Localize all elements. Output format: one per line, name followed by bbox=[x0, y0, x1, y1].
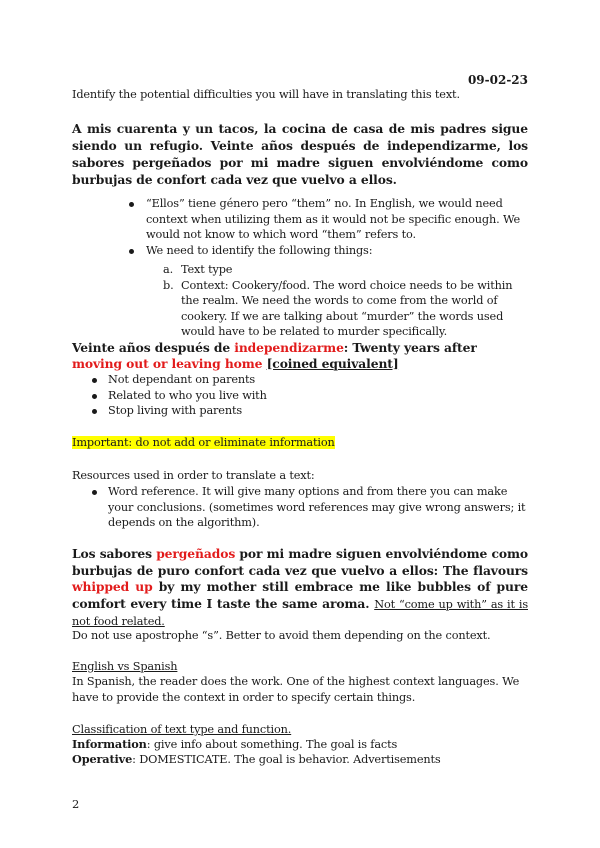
apostrophe-note: Do not use apostrophe “s”. Better to avoid them depending on the context. bbox=[72, 629, 491, 642]
bullet-icon bbox=[129, 249, 134, 254]
section-heading-independizarme: Veinte años después de independizarme: Twenty years after moving out or leaving home [coined equivalent] bbox=[72, 340, 477, 371]
bullet-icon bbox=[92, 409, 97, 414]
translation-paragraph: Los sabores pergeñados por mi madre siguen envolviéndome como burbujas de puro confort cada vez que vuelvo a ellos: The flavours whipped up by my mother still embrace me like bubbles of pure comfort every time I taste the same aroma. Not “come up with” as it is not food related. bbox=[72, 546, 528, 628]
list-item: a. Text type bbox=[163, 263, 233, 276]
difficulties-list bbox=[146, 196, 527, 258]
list-item: Related to who you live with bbox=[108, 388, 528, 404]
page-number: 2 bbox=[72, 797, 80, 811]
list-item: Not dependant on parents bbox=[108, 372, 528, 388]
list-item: Stop living with parents bbox=[108, 403, 528, 419]
list-item: Word reference. It will give many options and from there you can make your conclusions. (sometimes word references may give wrong answers; it depends on the algorithm). bbox=[108, 484, 528, 531]
english-vs-spanish-text: In Spanish, the reader does the work. One of the highest context languages. We have to provide the context in order to specify certain things. bbox=[72, 675, 520, 704]
meaning-list bbox=[108, 372, 528, 419]
source-text-paragraph: A mis cuarenta y un tacos, la cocina de casa de mis padres sigue siendo un refugio. Veinte años después de independizarme, los sabores pergeñados por mi madre siguen envolviéndome como burbujas de confort cada vez que vuelvo a ellos. bbox=[72, 121, 528, 187]
list-item: “Ellos” tiene género pero “them” no. In English, we would need context when utilizing them as it would not be specific enough. We would not know to which word “them” refers to. bbox=[146, 196, 527, 243]
bullet-icon bbox=[92, 394, 97, 399]
classification-heading: Classification of text type and function. bbox=[72, 723, 292, 736]
english-vs-spanish-heading: English vs Spanish bbox=[72, 660, 178, 673]
operative-line: Operative: DOMESTICATE. The goal is behavior. Advertisements bbox=[72, 752, 441, 766]
resources-label: Resources used in order to translate a text: bbox=[72, 469, 315, 482]
list-item: We need to identify the following things: bbox=[146, 243, 527, 259]
resources-list bbox=[108, 484, 528, 531]
list-item: b. Context: Cookery/food. The word choice needs to be within the realm. We need the words to come from the world of cookery. If we are talking about “murder” the words used would have to be related to murder specifically. bbox=[163, 278, 513, 338]
bullet-icon bbox=[129, 202, 134, 207]
date: 09-02-23 bbox=[467, 73, 528, 87]
instruction-text: Identify the potential difficulties you will have in translating this text. bbox=[72, 88, 460, 101]
important-note: Important: do not add or eliminate information bbox=[72, 436, 335, 449]
information-line: Information: give info about something. The goal is facts bbox=[72, 737, 398, 751]
bullet-icon bbox=[92, 378, 97, 383]
sub-list bbox=[163, 262, 527, 340]
bullet-icon bbox=[92, 490, 97, 495]
